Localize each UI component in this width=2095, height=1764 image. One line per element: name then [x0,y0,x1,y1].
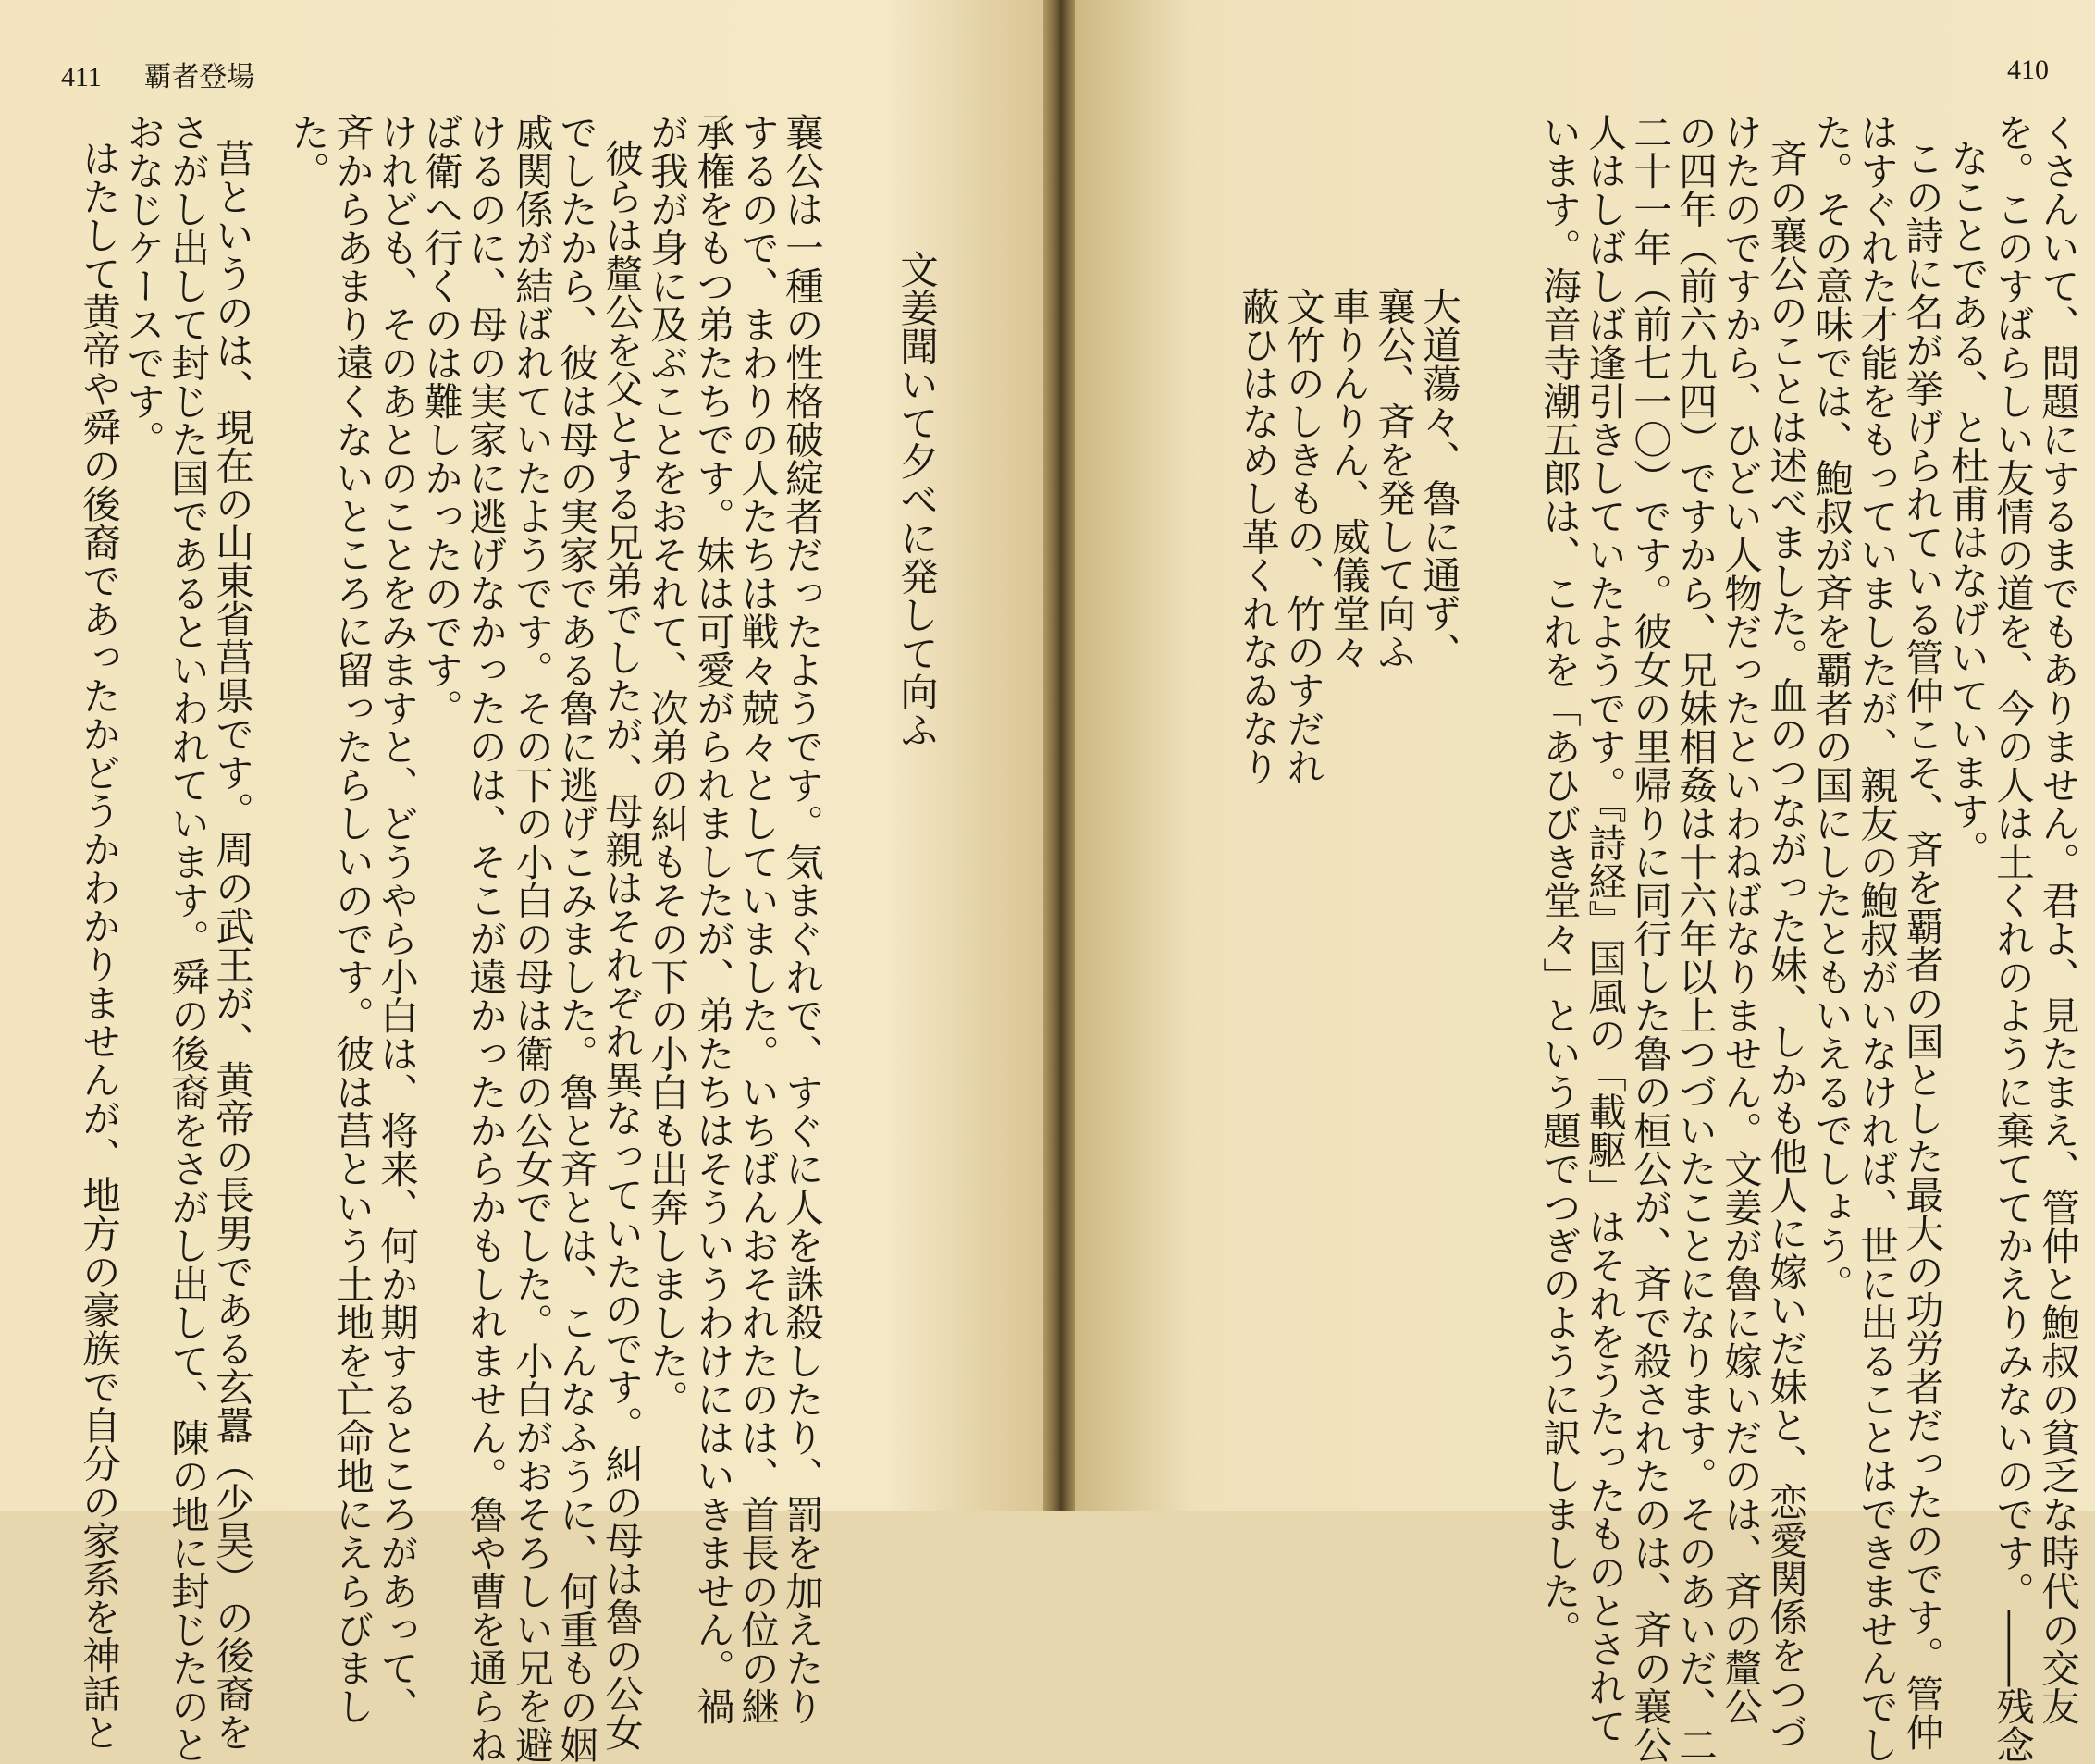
text-column: ば衛へ行くのは難しかったのです。 [418,113,463,727]
text-column: くさんいて、問題にするまでもありません。君よ、見たまえ、管仲と鮑叔の貧乏な時代の交友 [2035,113,2080,1725]
text-column: が我が身に及ぶことをおそれて、次弟の糾もその下の小白も出奔しました。 [644,113,689,1418]
verse-line: 大道蕩々、魯に通ず、 [1416,287,1461,671]
page-number-right: 410 [2007,55,2049,85]
text-column: 承権をもつ弟たちです。妹は可愛がられましたが、弟たちはそういうわけにはいきません。禍 [690,113,735,1725]
verse-line: 車りんりん、威儀堂々 [1325,287,1371,671]
text-column: するので、まわりの人たちは戦々兢々としていました。いちばんおそれたのは、首長の位の継 [734,113,780,1725]
text-column: 莒というのは、現在の山東省莒県です。周の武王が、黄帝の長男である玄囂（少昊）の後裔を [209,139,254,1751]
text-column: けれども、そのあとのことをみますと、どうやら小白は、将来、何か期するところがあって、 [374,113,419,1725]
verse-line: 文竹のしきもの、竹のすだれ [1280,287,1325,786]
right-page [1075,0,2095,1764]
text-column: 彼らは釐公を父とする兄弟でしたが、母親はそれぞれ異なっていたのです。糾の母は魯の公女 [598,139,644,1751]
verse-line: 襄公、斉を発して向ふ [1371,287,1416,671]
text-column: 斉の襄公のことは述べました。血のつながった妹、しかも他人に嫁いだ妹と、恋愛関係をつづ [1763,139,1808,1751]
verse-line: 文姜聞いて夕べに発して向ふ [893,250,939,749]
text-column: さがし出して封じた国であるといわれています。舜の後裔をさがし出して、陳の地に封じたのと [165,113,210,1764]
text-column: けたのですから、ひどい人物だったといわねばなりません。文姜が魯に嫁いだのは、斉の釐公 [1718,113,1763,1725]
text-column: 二十一年（前七一〇）です。彼女の里帰りに同行した魯の桓公が、斉で殺されたのは、斉の襄公 [1627,113,1672,1764]
text-column: の四年（前六九四）ですから、兄妹相姦は十六年以上つづいたことになります。そのあいだ、二 [1672,113,1718,1764]
book-gutter [1043,0,1075,1511]
running-head: 覇者登場 [143,61,255,93]
text-column: でしたから、彼は母の実家である魯に逃げこみました。魯と斉とは、こんなふうに、何重もの姻 [553,113,598,1764]
text-column: なことである、と杜甫はなげいています。 [1944,139,1990,869]
text-column: 斉からあまり遠くないところに留ったらしいのです。彼は莒という土地を亡命地にえらびまし [329,113,375,1725]
left-page [0,0,1043,1764]
text-column: を。このすばらしい友情の道を、今の人は土くれのように棄ててかえりみないのです。――残念 [1990,113,2035,1764]
page-number-left: 411 [61,62,102,93]
text-column: 襄公は一種の性格破綻者だったようです。気まぐれで、すぐに人を誅殺したり、罰を加えたり [779,113,824,1725]
text-column: 戚関係が結ばれていたようです。その下の小白の母は衛の公女でした。小白がおそろしい兄を避 [509,113,554,1764]
right-page-header [2007,54,2049,86]
text-column: た。 [285,113,330,190]
text-column: た。その意味では、鮑叔が斉を覇者の国にしたともいえるでしょう。 [1808,113,1854,1303]
text-column: おなじケースです。 [120,113,166,459]
text-column: けるのに、母の実家に逃げなかったのは、そこが遠かったからかもしれません。魯や曹を通らね [462,113,508,1764]
text-column: います。海音寺潮五郎は、これを「あひびき堂々」という題でつぎのように訳しました。 [1536,113,1582,1648]
verse-line: 蔽ひはなめし革くれなゐなり [1235,287,1280,786]
left-page-header [61,54,254,94]
text-column: この詩に名が挙げられている管仲こそ、斉を覇者の国とした最大の功労者だったのです。管仲 [1899,139,1944,1751]
text-column: はたして黄帝や舜の後裔であったかどうかわかりませんが、地方の豪族で自分の家系を神話と [76,139,121,1751]
text-column: 人はしばしば逢引きしていたようです。『詩経』国風の「載駆」はそれをうたったものとされて [1582,113,1627,1745]
text-column: はすぐれた才能をもっていましたが、親友の鮑叔がいなければ、世に出ることはできませんでし [1854,113,1899,1764]
